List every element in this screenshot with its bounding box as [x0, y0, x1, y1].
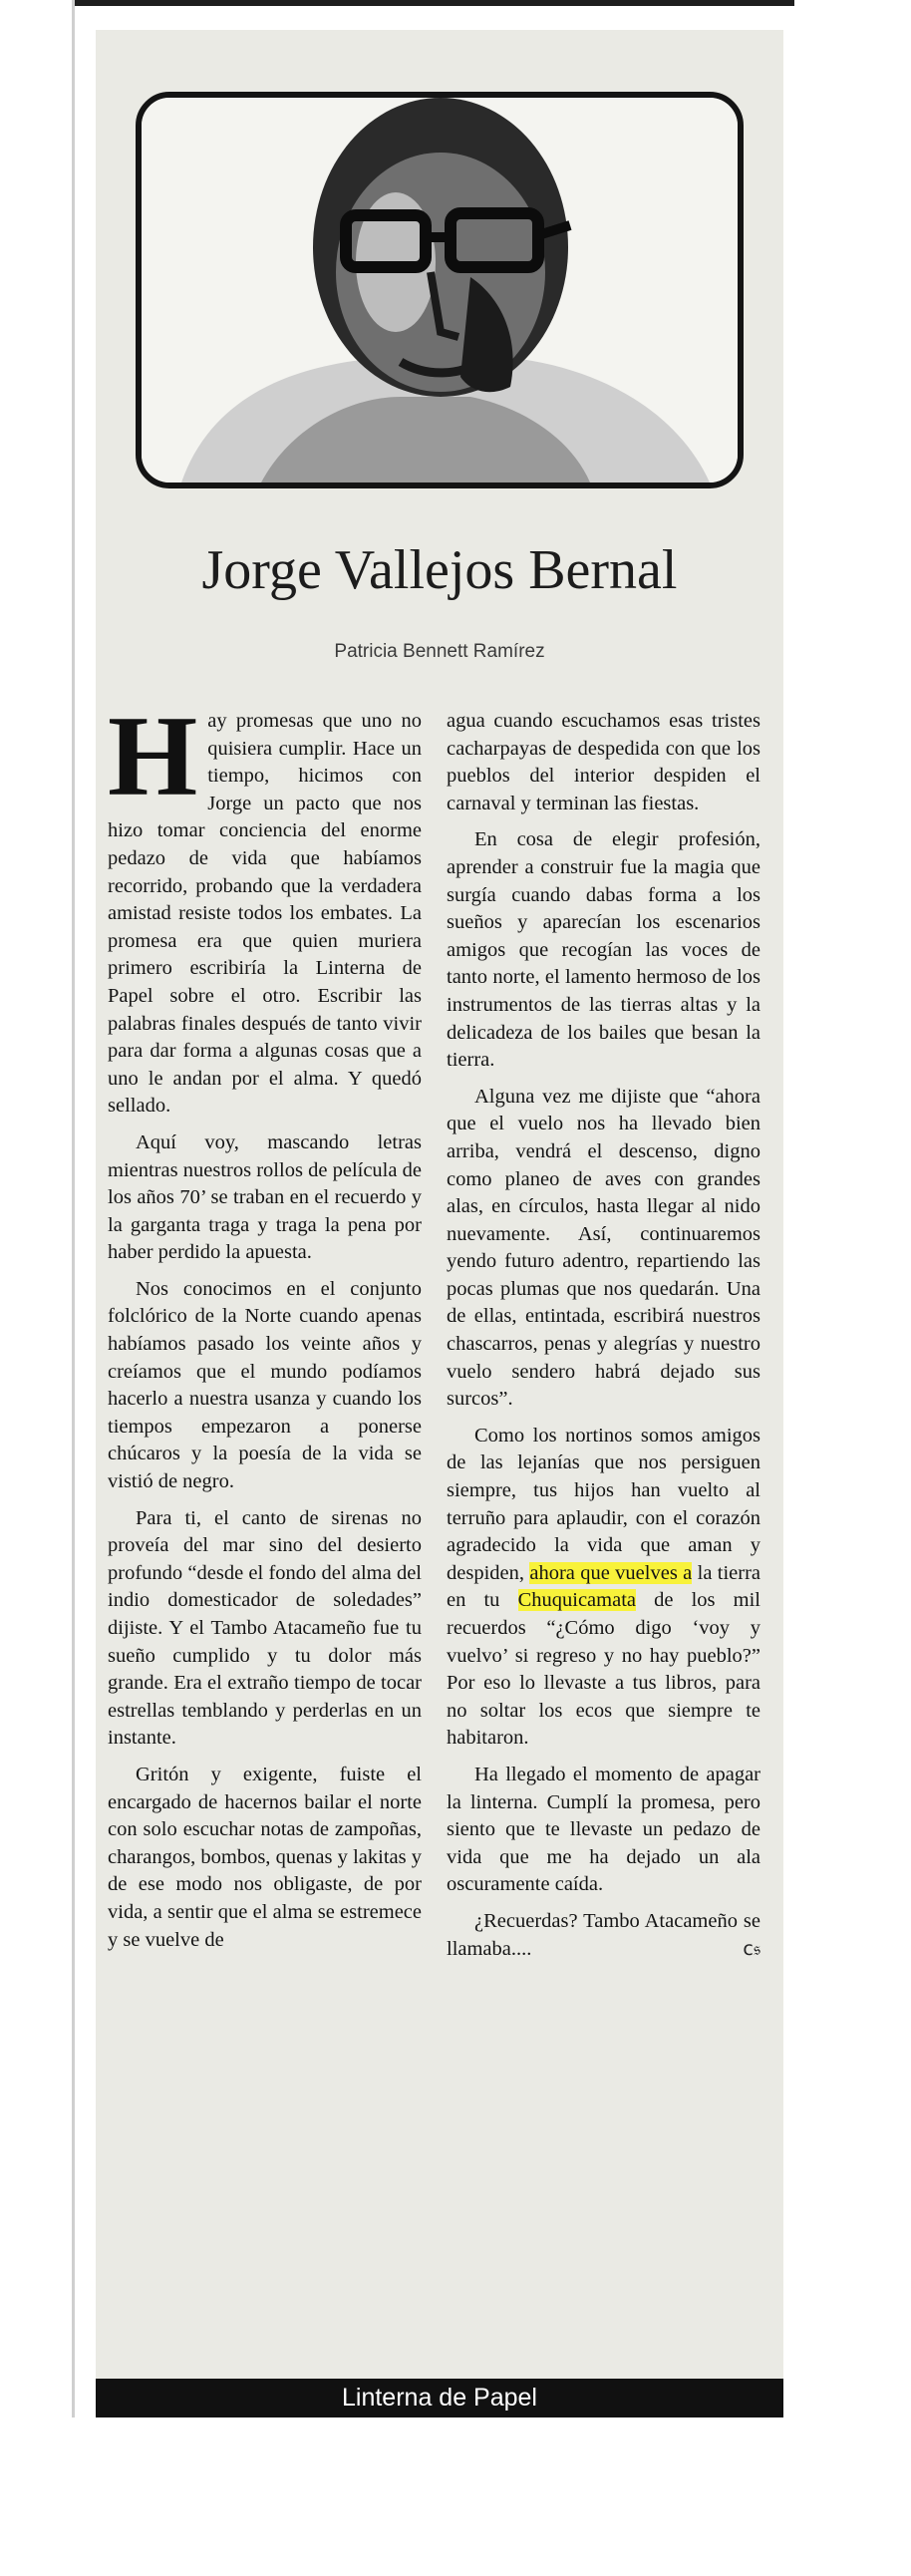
paragraph-text: Como los nortinos somos amigos de las lejanías que nos persiguen siempre, tus hijos han vuelto al terruño para aplaudir, con el corazón agradecido la vida que aman y despiden,	[447, 1424, 760, 1584]
paragraph	[447, 1423, 760, 1753]
top-rule	[72, 0, 794, 6]
paragraph: Gritón y exigente, fuiste el encargado de hacernos bailar el norte con solo escuchar notas de zampoñas, charangos, bombos, quenas y lakitas y de ese modo nos obligaste, de por vida, a sentir que el alma se estremece y se vuelve de	[108, 1763, 422, 1951]
highlighted-text: Chuquicamata	[517, 1589, 636, 1612]
paragraph	[108, 693, 422, 1121]
highlighted-text: ahora que vuelves a	[529, 1561, 693, 1584]
paragraph-text: de los mil recuerdos “¿Cómo digo ‘voy y vuelvo’ si regreso y no hay pueblo?” Por eso lo llevaste a tus libros, para no soltar los ecos que siempre te habitaron.	[447, 1589, 761, 1750]
portrait-illustration	[142, 98, 738, 483]
paragraph: Para ti, el canto de sirenas no proveía del mar sino del desierto profundo “desde el fondo del alma del indio domesticador de soledades” dijiste. Y el Tambo Atacameño fue tu sueño cumplido y tu dolor más grande. Era el extraño tiempo de tocar estrellas temblando y perderlas en un instante.	[108, 1506, 422, 1750]
section-footer: Linterna de Papel	[96, 2379, 783, 2417]
paragraph-text: la tierra en tu	[447, 1561, 761, 1612]
article-column-right	[447, 708, 760, 1972]
paragraph	[447, 1908, 760, 1963]
paragraph-text: ¿Recuerdas? Tambo Atacameño se llamaba....	[447, 1909, 760, 1960]
paragraph: Alguna vez me dijiste que “ahora que el vuelo nos ha llevado bien arriba, vendrá el descenso, digno como planeo de aves con grandes alas, en círculos, hasta llegar al nido nuevamente. Así, continuaremos yendo futuro adentro, repartiendo las pocas plumas que nos quedarán. Una de ellas, entintada, escribirá nuestros chascarros, penas y alegrías y nuestro vuelo sendero habrá dejado sus surcos”.	[447, 1085, 760, 1411]
article-column-left	[108, 693, 422, 1963]
paragraph-text: ay promesas que uno no quisiera cumplir. Hace un tiempo, hicimos con Jorge un pacto que nos hizo tomar conciencia del enorme pedazo de vida que habíamos recorrido, probando que la verdadera amistad resiste todos los embates. La promesa era que quien muriera primero escribiría la Linterna de Papel sobre el otro. Escribir las palabras finales después de tanto vivir para dar forma a algunas cosas que a uno le andan por el alma. Y quedó sellado.	[108, 710, 422, 1118]
drop-cap: H	[108, 693, 198, 820]
paragraph: Ha llegado el momento de apagar la linterna. Cumplí la promesa, pero siento que te llevaste un pedazo de vida que me ha dejado un ala oscuramente caída.	[447, 1763, 760, 1896]
article-author: Patricia Bennett Ramírez	[334, 641, 545, 662]
article-title: Jorge Vallejos Bernal	[201, 539, 678, 601]
paragraph: En cosa de elegir profesión, aprender a construir fue la magia que surgía cuando dabas forma a los sueños y aparecían los escenarios amigos que recogían las voces de tanto norte, el lamento hermoso de los instrumentos de las tierras altas y la delicadeza de los bailes que besan la tierra.	[447, 828, 760, 1072]
paragraph: agua cuando escuchamos esas tristes cacharpayas de despedida con que los pueblos del interior despiden el carnaval y terminan las fiestas.	[447, 710, 760, 814]
article-page	[96, 30, 783, 2417]
paragraph: Aquí voy, mascando letras mientras nuestros rollos de película de los años 70’ se traban en el recuerdo y la garganta traga y traga la pena por haber perdido la apuesta.	[108, 1130, 422, 1264]
end-mark-icon: ⅽ𝔰	[743, 1937, 760, 1960]
paragraph: Nos conocimos en el conjunto folclórico de la Norte cuando apenas habíamos pasado los veinte años y creíamos que el mundo podíamos hacerlo a nuestra usanza y cuando los tiempos empezaron a ponerse chúcaros y la poesía de la vida se vistió de negro.	[108, 1277, 422, 1493]
portrait-photo	[136, 92, 744, 488]
left-column-rule	[72, 0, 75, 2417]
